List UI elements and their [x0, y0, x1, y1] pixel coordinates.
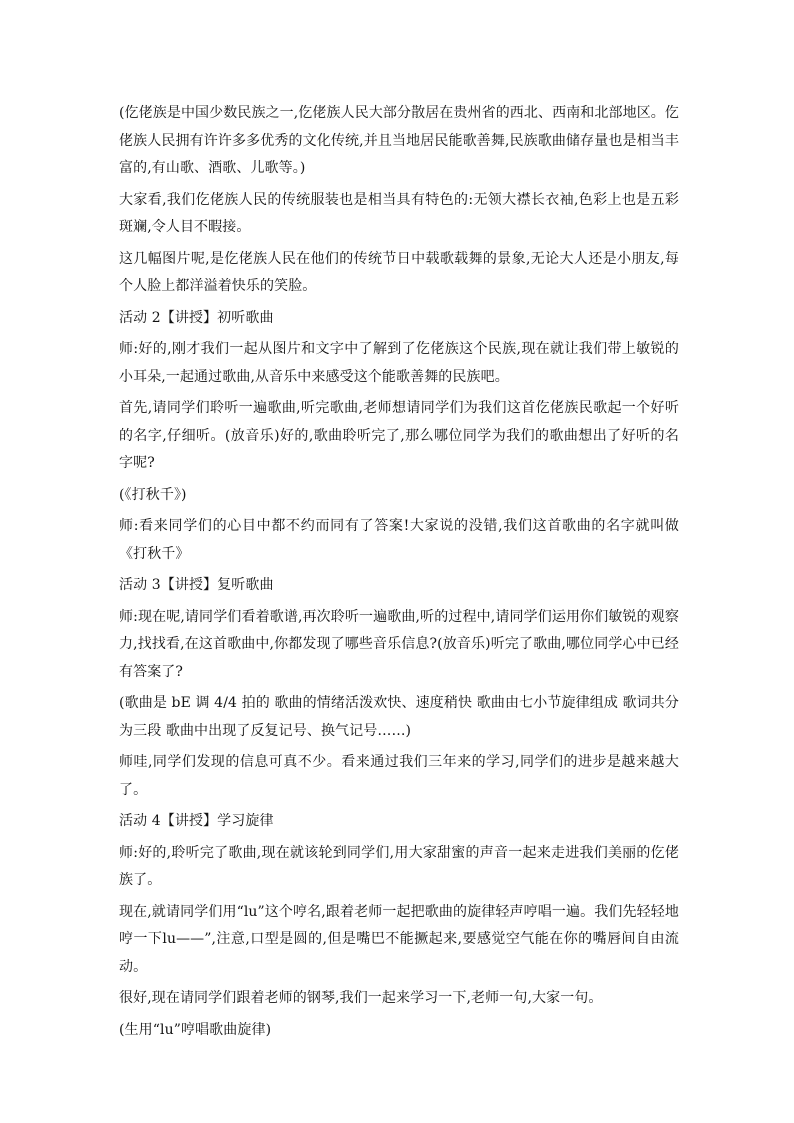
activity-2-heading: 活动 2【讲授】初听歌曲: [119, 309, 274, 326]
teacher-praise-paragraph: 师哇,同学们发现的信息可真不少。看来通过我们三年来的学习,同学们的进步是越来越大了。: [119, 754, 679, 798]
song-title-answer: (《打秋千》): [119, 486, 187, 503]
teacher-intro-paragraph: 师:好的,刚才我们一起从图片和文字中了解到了仡佬族这个民族,现在就让我们带上敏锐的小耳朵,一起通过歌曲,从音乐中来感受这个能歌善舞的民族吧。: [119, 341, 679, 385]
costume-paragraph: 大家看,我们仡佬族人民的传统服装也是相当具有特色的:无领大襟长衣袖,色彩上也是五彩斑斓,令人目不暇接。: [119, 191, 679, 235]
teacher-confirm-paragraph: 师:看来同学们的心目中都不约而同有了答案!大家说的没错,我们这首歌曲的名字就叫做《打秋千》: [119, 518, 679, 562]
second-listen-paragraph: 师:现在呢,请同学们看着歌谱,再次聆听一遍歌曲,听的过程中,请同学们运用你们敏锐的观察力,找找看,在这首歌曲中,你都发现了哪些音乐信息?(放音乐)听完了歌曲,哪位同学心中已经有答案了?: [119, 608, 679, 680]
melody-intro-paragraph: 师:好的,聆听完了歌曲,现在就该轮到同学们,用大家甜蜜的声音一起来走进我们美丽的仡佬族了。: [119, 844, 679, 888]
activity-3-heading: 活动 3【讲授】复听歌曲: [119, 577, 274, 593]
humming-instruction-paragraph: 现在,就请同学们用“lu”这个哼名,跟着老师一起把歌曲的旋律轻声哼唱一遍。我们先轻轻地哼一下lu——”,注意,口型是圆的,但是嘴巴不能撅起来,要感觉空气能在你的嘴唇间自由流动。: [119, 903, 679, 975]
first-listen-paragraph: 首先,请同学们聆听一遍歌曲,听完歌曲,老师想请同学们为我们这首仡佬族民歌起一个好听的名字,仔细听。(放音乐)好的,歌曲聆听完了,那么哪位同学为我们的歌曲想出了好听的名字呢?: [119, 400, 679, 471]
piano-follow-paragraph: 很好,现在请同学们跟着老师的钢琴,我们一起来学习一下,老师一句,大家一句。: [119, 990, 603, 1006]
festival-paragraph: 这几幅图片呢,是仡佬族人民在他们的传统节日中载歌载舞的景象,无论大人还是小朋友,每个人脸上都洋溢着快乐的笑脸。: [119, 250, 679, 294]
activity-4-heading: 活动 4【讲授】学习旋律: [119, 813, 274, 829]
student-hum-note: (生用“lu”哼唱歌曲旋律): [119, 1021, 272, 1038]
document-body: [119, 100, 679, 1048]
intro-paragraph: (仡佬族是中国少数民族之一,仡佬族人民大部分散居在贵州省的西北、西南和北部地区。仡佬族人民拥有许许多多优秀的文化传统,并且当地居民能歌善舞,民族歌曲储存量也是相当丰富的,有山歌、酒歌、儿歌等。): [119, 105, 680, 176]
music-info-answer: (歌曲是 bE 调 4/4 拍的 歌曲的情绪活泼欢快、速度稍快 歌曲由七小节旋律组成 歌词共分为三段 歌曲中出现了反复记号、换气记号……): [119, 695, 679, 739]
